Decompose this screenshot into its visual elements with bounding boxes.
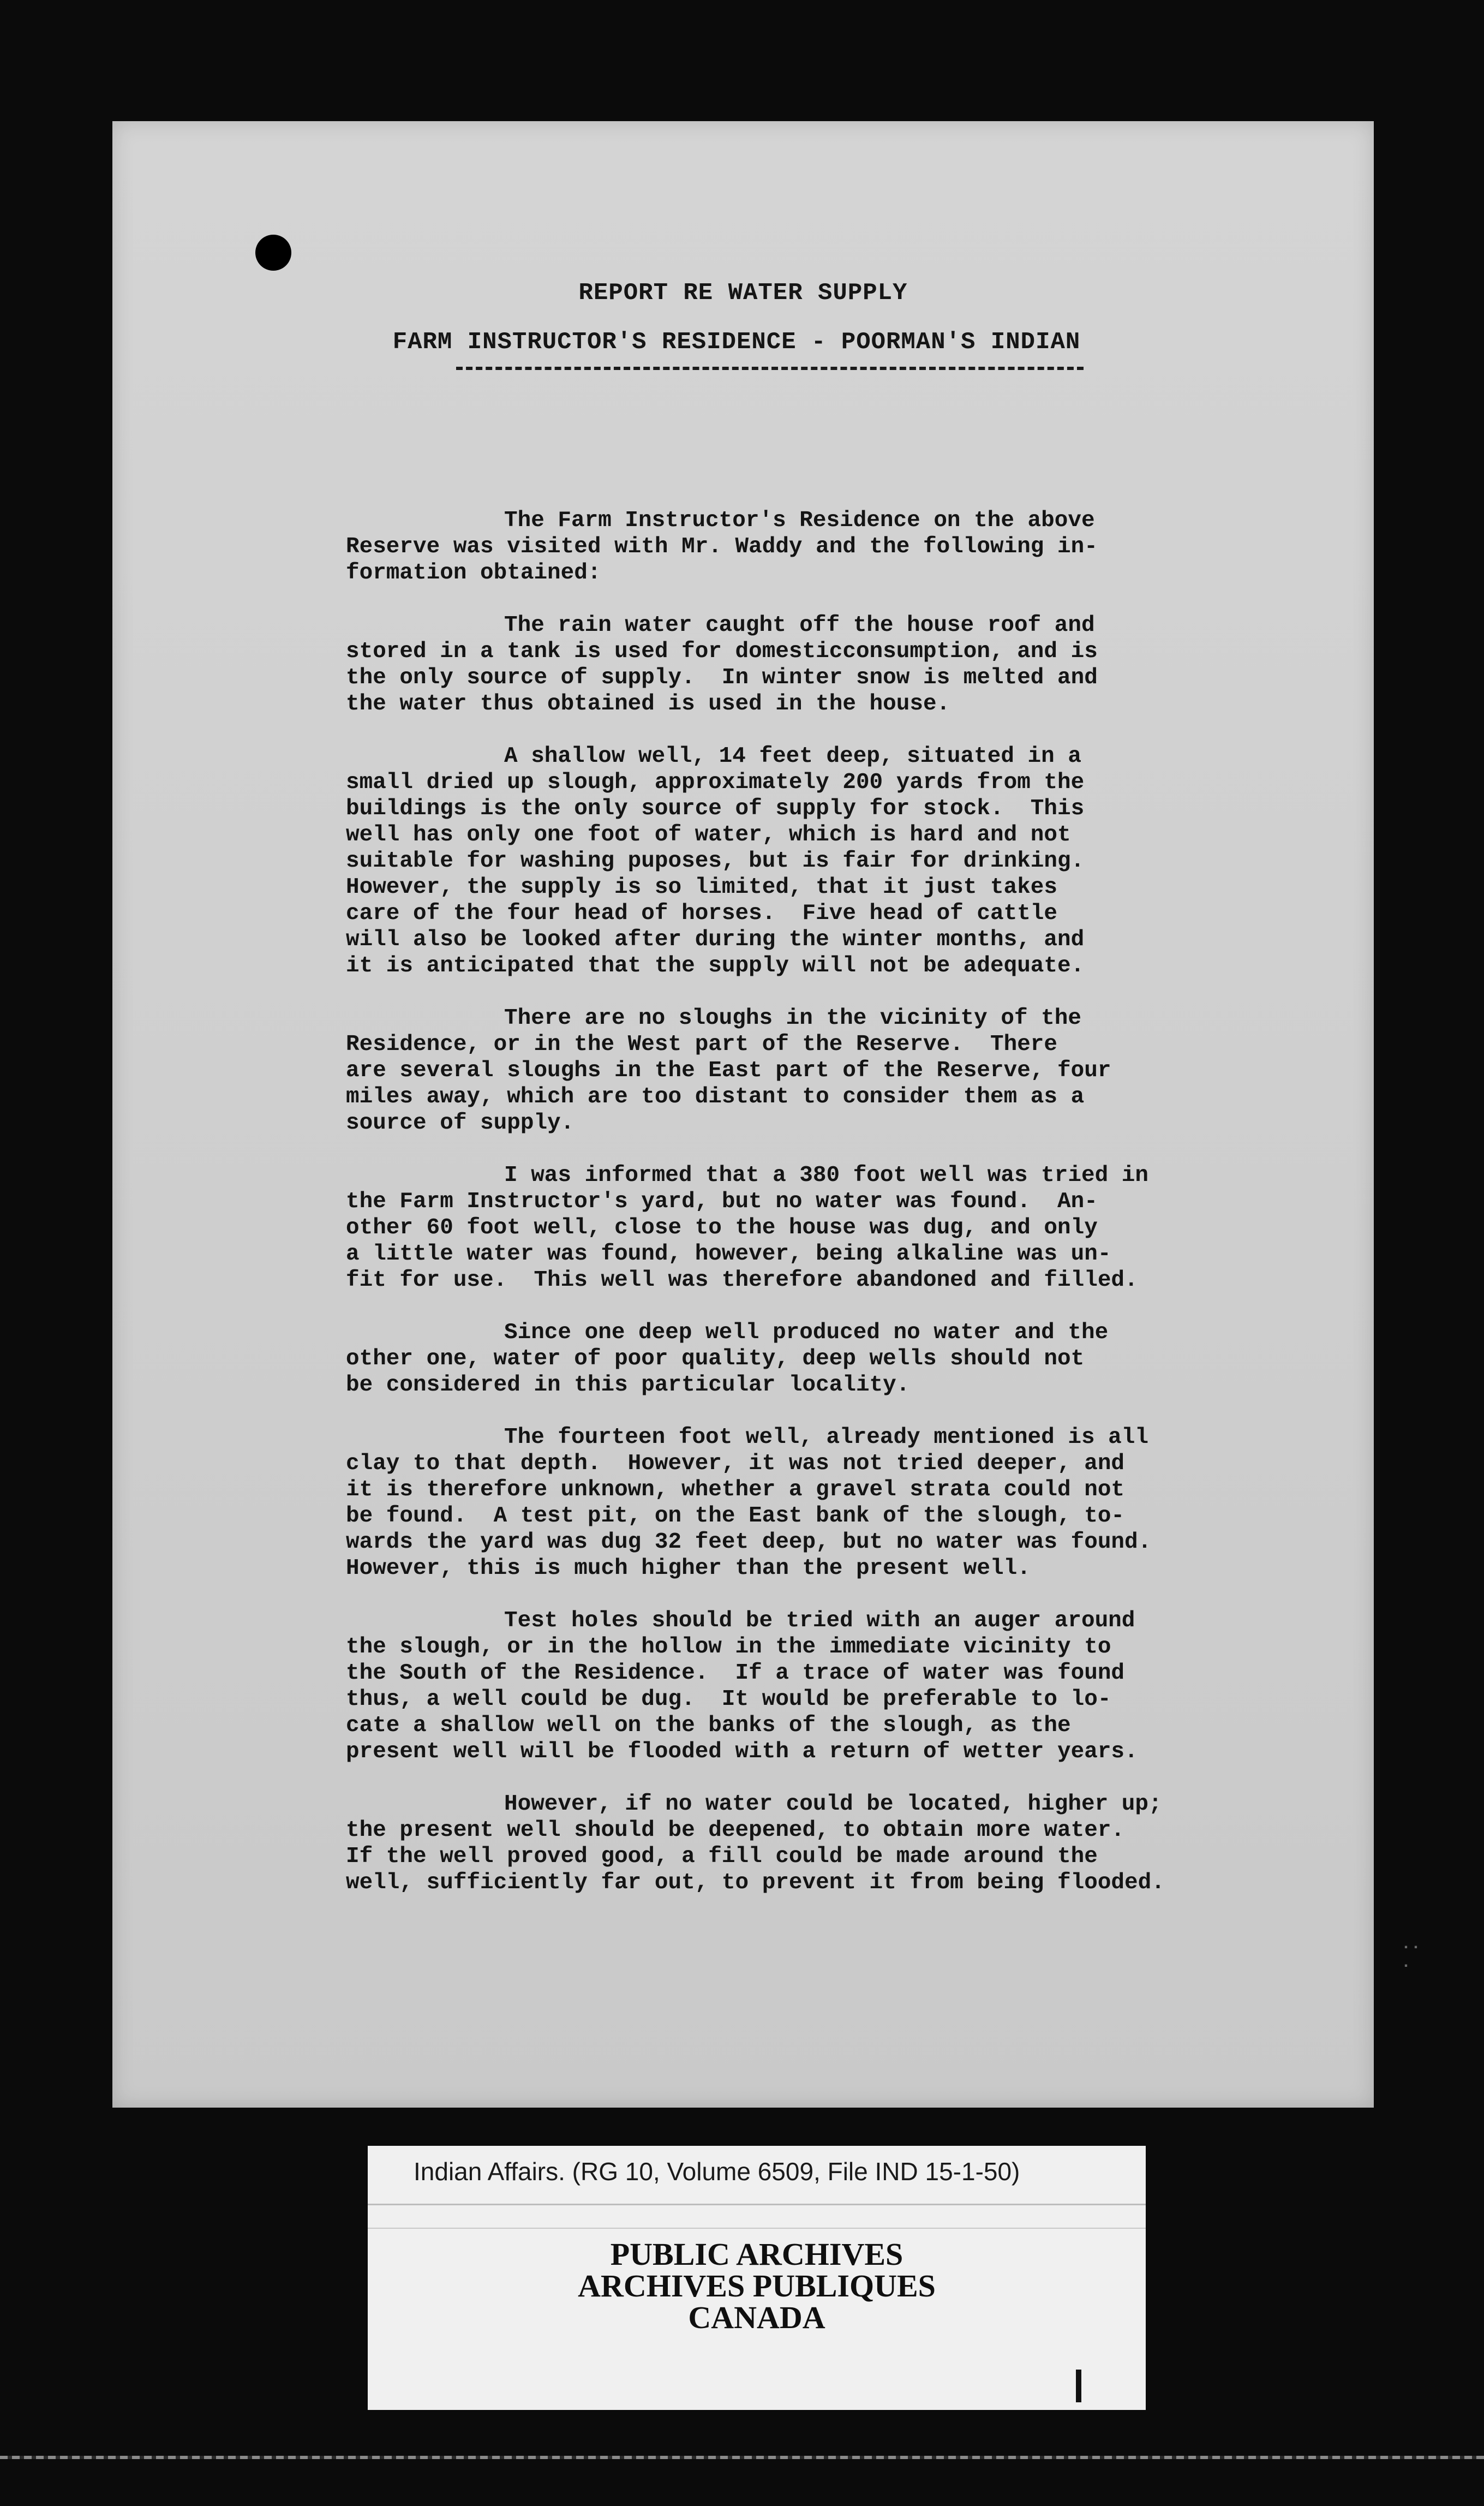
paragraph <box>346 1005 1415 1136</box>
paragraph <box>346 1424 1415 1582</box>
line-text: wards the yard was dug 32 feet deep, but no water was found. <box>346 1530 1152 1555</box>
paragraph <box>346 743 1415 979</box>
text-line <box>346 1477 1415 1503</box>
line-text: a little water was found, however, being alkaline was un- <box>346 1242 1111 1267</box>
text-line <box>346 848 1415 874</box>
line-text: thus, a well could be dug. It would be preferable to lo- <box>346 1687 1111 1712</box>
text-line <box>346 1005 1415 1031</box>
line-text: it is anticipated that the supply will not be adequate. <box>346 953 1085 978</box>
line-text: the water thus obtained is used in the house. <box>346 691 950 717</box>
text-line <box>346 1267 1415 1293</box>
line-text: will also be looked after during the winter months, and <box>346 927 1085 952</box>
line-text: the South of the Residence. If a trace of water was found <box>346 1661 1125 1686</box>
text-line <box>346 1084 1415 1110</box>
text-line <box>346 822 1415 848</box>
line-text: formation obtained: <box>346 560 601 586</box>
archive-citation: Indian Affairs. (RG 10, Volume 6509, File IND 15-1-50) <box>414 2157 1020 2186</box>
text-line <box>346 927 1415 953</box>
text-line <box>346 560 1415 586</box>
card-mark <box>1076 2370 1081 2402</box>
margin-smudge: ·· · <box>1401 1938 1421 1976</box>
punch-hole <box>255 235 291 271</box>
line-text: Since one deep well produced no water and the <box>504 1320 1109 1345</box>
text-line <box>346 639 1415 665</box>
text-line <box>346 1241 1415 1267</box>
text-line <box>346 769 1415 796</box>
text-line <box>346 1031 1415 1058</box>
line-text: be found. A test pit, on the East bank of the slough, to- <box>346 1503 1125 1529</box>
line-text: the only source of supply. In winter snow is melted and <box>346 665 1098 690</box>
paragraph <box>346 1320 1415 1398</box>
text-line <box>346 1058 1415 1084</box>
text-line <box>346 1451 1415 1477</box>
text-line <box>346 1346 1415 1372</box>
line-text: other one, water of poor quality, deep wells should not <box>346 1346 1085 1371</box>
line-text: care of the four head of horses. Five head of cattle <box>346 901 1058 926</box>
text-line <box>346 1608 1415 1634</box>
line-text: the Farm Instructor's yard, but no water was found. An- <box>346 1189 1098 1214</box>
archive-stamp <box>368 2236 1146 2335</box>
text-line <box>346 874 1415 900</box>
line-text: buildings is the only source of supply for stock. This <box>346 796 1085 821</box>
text-line <box>346 1739 1415 1765</box>
text-line <box>346 1110 1415 1136</box>
text-line <box>346 953 1415 979</box>
line-text: clay to that depth. However, it was not tried deeper, and <box>346 1451 1125 1476</box>
text-line <box>346 1791 1415 1817</box>
line-text: I was informed that a 380 foot well was tried in <box>504 1163 1148 1188</box>
line-text: If the well proved good, a fill could be made around the <box>346 1844 1098 1869</box>
document-body <box>346 508 1415 1922</box>
line-text: Residence, or in the West part of the Reserve. There <box>346 1032 1058 1057</box>
line-text: cate a shallow well on the banks of the slough, as the <box>346 1713 1071 1738</box>
text-line <box>346 1634 1415 1660</box>
text-line <box>346 796 1415 822</box>
stamp-line-1: PUBLIC ARCHIVES <box>610 2236 903 2272</box>
line-text: The rain water caught off the house roof and <box>504 613 1095 638</box>
line-text: However, the supply is so limited, that it just takes <box>346 875 1058 900</box>
text-line <box>346 1713 1415 1739</box>
line-text: Test holes should be tried with an auger around <box>504 1608 1135 1633</box>
document-page <box>112 121 1421 2108</box>
text-line <box>346 1189 1415 1215</box>
line-text: the present well should be deepened, to obtain more water. <box>346 1818 1125 1843</box>
text-line <box>346 900 1415 927</box>
line-text: present well will be flooded with a return of wetter years. <box>346 1739 1138 1764</box>
text-line <box>346 612 1415 639</box>
stamp-line-3: CANADA <box>688 2300 825 2335</box>
film-edge <box>0 2456 1484 2459</box>
text-line <box>346 1660 1415 1686</box>
paragraph <box>346 1608 1415 1765</box>
text-line <box>346 1843 1415 1870</box>
card-divider <box>368 2204 1146 2205</box>
text-line <box>346 1320 1415 1346</box>
line-text: it is therefore unknown, whether a gravel strata could not <box>346 1477 1125 1502</box>
paragraph <box>346 508 1415 586</box>
paragraph <box>346 612 1415 717</box>
title-underline <box>456 367 1084 370</box>
text-line <box>346 743 1415 769</box>
line-text: small dried up slough, approximately 200 yards from the <box>346 770 1085 795</box>
text-line <box>346 1870 1415 1896</box>
paragraph <box>346 1162 1415 1293</box>
line-text: well, sufficiently far out, to prevent it from being flooded. <box>346 1870 1165 1895</box>
line-text: Reserve was visited with Mr. Waddy and the following in- <box>346 534 1098 559</box>
line-text: The fourteen foot well, already mentioned is all <box>504 1425 1148 1450</box>
line-text: fit for use. This well was therefore abandoned and filled. <box>346 1268 1138 1293</box>
text-line <box>346 665 1415 691</box>
text-line <box>346 1503 1415 1529</box>
line-text: source of supply. <box>346 1111 575 1136</box>
card-divider-secondary <box>368 2228 1146 2229</box>
text-line <box>346 534 1415 560</box>
text-line <box>346 508 1415 534</box>
line-text: There are no sloughs in the vicinity of the <box>504 1006 1081 1031</box>
text-line <box>346 691 1415 717</box>
text-line <box>346 1372 1415 1398</box>
stamp-line-2: ARCHIVES PUBLIQUES <box>578 2268 936 2304</box>
line-text: well has only one foot of water, which is hard and not <box>346 822 1071 848</box>
paragraph <box>346 1791 1415 1896</box>
line-text: the slough, or in the hollow in the immediate vicinity to <box>346 1634 1111 1660</box>
line-text: miles away, which are too distant to consider them as a <box>346 1084 1085 1109</box>
line-text: The Farm Instructor's Residence on the above <box>504 508 1095 533</box>
line-text: stored in a tank is used for domesticconsumption, and is <box>346 639 1098 664</box>
line-text: However, this is much higher than the present well. <box>346 1556 1031 1581</box>
line-text: be considered in this particular locality. <box>346 1373 910 1398</box>
text-line <box>346 1555 1415 1582</box>
text-line <box>346 1529 1415 1555</box>
text-line <box>346 1817 1415 1843</box>
text-line <box>346 1686 1415 1713</box>
text-line <box>346 1162 1415 1189</box>
document-subtitle: FARM INSTRUCTOR'S RESIDENCE - POORMAN'S INDIAN <box>392 329 1081 356</box>
line-text: are several sloughs in the East part of the Reserve, four <box>346 1058 1111 1083</box>
text-line <box>346 1215 1415 1241</box>
archive-label-card <box>368 2146 1146 2410</box>
text-line <box>346 1424 1415 1451</box>
document-title: REPORT RE WATER SUPPLY <box>578 279 908 307</box>
line-text: suitable for washing puposes, but is fair for drinking. <box>346 849 1085 874</box>
line-text: A shallow well, 14 feet deep, situated in a <box>504 744 1081 769</box>
line-text: other 60 foot well, close to the house was dug, and only <box>346 1215 1098 1240</box>
line-text: However, if no water could be located, higher up; <box>504 1792 1162 1817</box>
